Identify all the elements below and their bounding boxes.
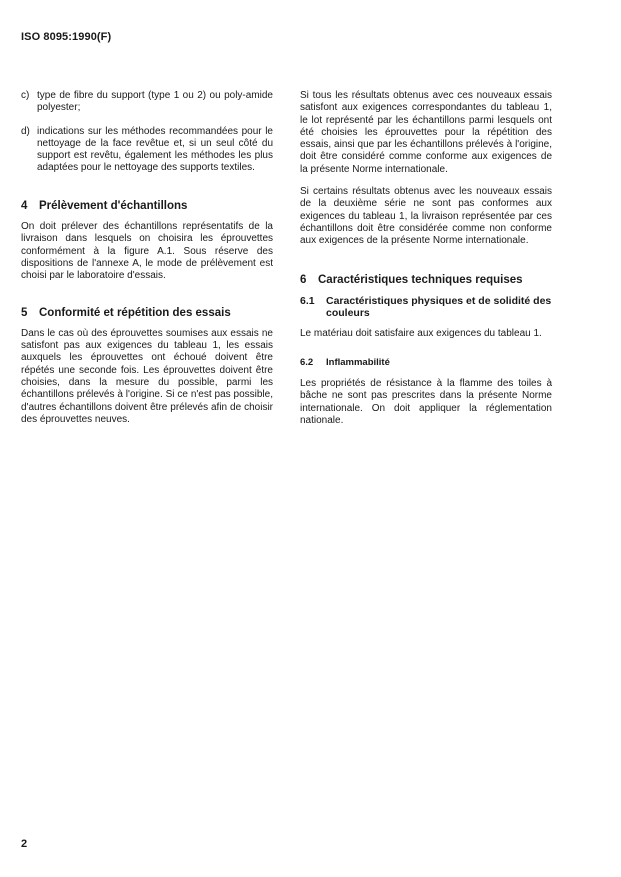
section-title: Prélèvement d'échantillons	[39, 199, 188, 212]
list-marker: c)	[21, 90, 30, 101]
list-item-text: indications sur les méthodes recommandées pour le nettoyage de la face revêtue et, si un seul côté du support est revêtu, également les méthodes les plus adaptées pour le nettoyage des supports textiles.	[37, 125, 273, 174]
section-6-heading	[300, 274, 552, 286]
paragraph-repeat-pass: Si tous les résultats obtenus avec ces nouveaux essais satisfont aux exigences correspondantes du tableau 1, le lot représenté par les échantillons parmi lesquels ont été choisies les éprouvettes pour la répétition des essais, ainsi que par les échantillons prélevés à l'origine, doit être considéré comme conforme aux exigences de la présente Norme internationale.	[300, 90, 552, 175]
list-item-c	[21, 90, 273, 115]
list-marker: d)	[21, 125, 30, 137]
section-5-heading	[21, 307, 273, 319]
section-number: 6	[300, 273, 307, 286]
section-6-2-heading	[300, 357, 552, 369]
section-6-2-paragraph: Les propriétés de résistance à la flamme des toiles à bâche ne sont pas prescrites dans la présente Norme internationale. On doit appliquer la réglementation nationale.	[300, 378, 552, 426]
subsection-number: 6.1	[300, 294, 315, 307]
section-4-paragraph: On doit prélever des échantillons représentatifs de la livraison dans lesquels on choisira les éprouvettes conformément à la figure A.1. Sous réserve des dispositions de l'annexe A, le mode de prélèvement est choisi par le laboratoire d'essais.	[21, 221, 273, 282]
left-column	[21, 90, 273, 436]
section-6-1-paragraph: Le matériau doit satisfaire aux exigences du tableau 1.	[300, 328, 542, 340]
right-column	[300, 90, 552, 437]
section-title: Caractéristiques techniques requises	[318, 273, 523, 286]
list-item-d	[21, 126, 273, 175]
section-6-1-heading	[300, 295, 552, 320]
document-header: ISO 8095:1990(F)	[21, 31, 112, 43]
subsection-number: 6.2	[300, 356, 314, 368]
section-number: 5	[21, 306, 28, 319]
section-5-paragraph: Dans le cas où des éprouvettes soumises aux essais ne satisfont pas aux exigences du tableau 1, les essais auxquels les éprouvettes ont échoué doivent être répétés une seconde fois. Les éprouvettes doivent être choisies, dans la mesure du possible, parmi les échantillons prélevés à l'origine. Si ce n'est pas possible, d'autres échantillons doivent être prélevés afin de choisir des éprouvettes neuves.	[21, 327, 273, 425]
paragraph-repeat-fail: Si certains résultats obtenus avec les nouveaux essais de la deuxième série ne sont pas conformes aux exigences du tableau 1, la livraison représentée par ces échantillons doit être considérée comme non conforme aux exigences de la présente Norme internationale.	[300, 186, 552, 247]
section-title: Conformité et répétition des essais	[39, 306, 231, 319]
subsection-title: Inflammabilité	[326, 356, 390, 368]
page-number: 2	[21, 838, 28, 850]
list-item-text: type de fibre du support (type 1 ou 2) ou poly-amide polyester;	[37, 90, 273, 114]
section-4-heading	[21, 200, 273, 212]
section-number: 4	[21, 199, 28, 212]
subsection-title: Caractéristiques physiques et de solidité des couleurs	[326, 294, 552, 320]
